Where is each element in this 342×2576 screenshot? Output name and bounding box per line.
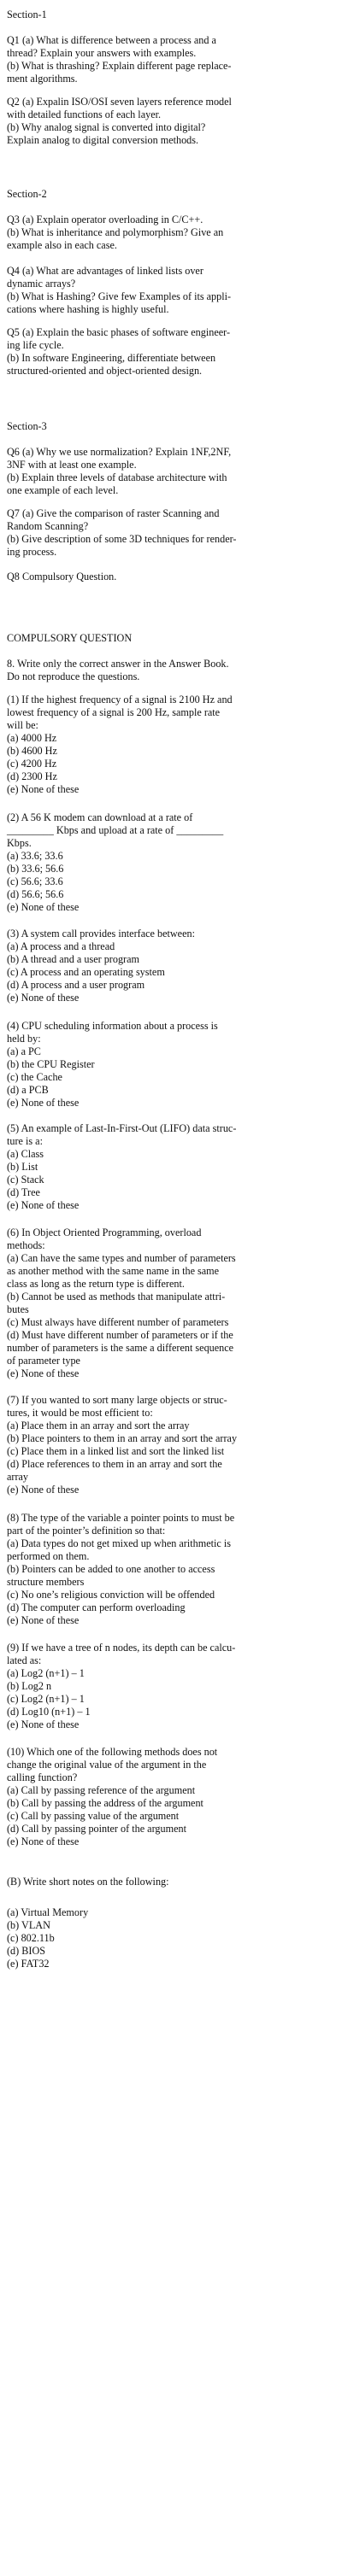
text-line: array xyxy=(7,1471,29,1483)
text-line: with detailed functions of each layer. xyxy=(7,108,162,120)
text-line: (e) FAT32 xyxy=(7,1958,50,1970)
text-line: ing process. xyxy=(7,546,57,558)
part-b-heading: (B) Write short notes on the following: xyxy=(7,1876,169,1888)
question-1 xyxy=(7,34,335,85)
text-line: (b) Place pointers to them in an array and sort the array xyxy=(7,1432,238,1444)
text-line: (c) No one’s religious conviction will be offended xyxy=(7,1589,215,1601)
text-line: part of the pointer’s definition so that: xyxy=(7,1525,166,1537)
mcq-5 xyxy=(7,1122,335,1212)
text-line: (8) The type of the variable a pointer points to must be xyxy=(7,1512,235,1524)
text-line: (4) CPU scheduling information about a process is xyxy=(7,1020,218,1032)
text-line: (b) 33.6; 56.6 xyxy=(7,863,64,875)
text-line: Q8 Compulsory Question. xyxy=(7,571,117,583)
text-line: (e) None of these xyxy=(7,1199,80,1211)
compulsory-heading: COMPULSORY QUESTION xyxy=(7,632,133,644)
text-line: thread? Explain your answers with examples. xyxy=(7,47,197,59)
mcq-1 xyxy=(7,694,335,796)
question-6 xyxy=(7,446,335,497)
text-line: (d) Tree xyxy=(7,1186,40,1198)
text-line: held by: xyxy=(7,1033,41,1045)
text-line: (c) A process and an operating system xyxy=(7,966,165,978)
text-line: (5) An example of Last-In-First-Out (LIFO) data struc- xyxy=(7,1122,237,1134)
text-line: Q2 (a) Expalin ISO/OSI seven layers reference model xyxy=(7,96,232,108)
text-line: (b) Give description of some 3D techniques for render- xyxy=(7,533,237,545)
question-8 xyxy=(7,571,335,583)
text-line: as another method with the same name in the same xyxy=(7,1265,220,1277)
text-line: (d) a PCB xyxy=(7,1084,49,1096)
text-line: (b) List xyxy=(7,1161,38,1173)
text-line: (d) A process and a user program xyxy=(7,979,145,991)
text-line: (d) The computer can perform overloading xyxy=(7,1601,186,1613)
text-line: (b) What is thrashing? Explain different page replace- xyxy=(7,60,232,72)
text-line: 8. Write only the correct answer in the Answer Book. xyxy=(7,658,229,670)
text-line: (e) None of these xyxy=(7,1718,80,1730)
text-line: (b) Cannot be used as methods that manipulate attri- xyxy=(7,1291,226,1303)
mcq-10 xyxy=(7,1746,335,1848)
text-line: (2) A 56 K modem can download at a rate of xyxy=(7,811,193,823)
text-line: (c) Must always have different number of parameters xyxy=(7,1316,229,1328)
text-line: (d) 56.6; 56.6 xyxy=(7,888,64,900)
text-line: (b) Explain three levels of database architecture with xyxy=(7,471,227,483)
text-line: ment algorithms. xyxy=(7,73,78,85)
text-line: (a) Data types do not get mixed up when arithmetic is xyxy=(7,1537,231,1549)
text-line: Explain analog to digital conversion methods. xyxy=(7,134,199,146)
text-line: (9) If we have a tree of n nodes, its depth can be calcu- xyxy=(7,1642,236,1654)
text-line: (6) In Object Oriented Programming, overload xyxy=(7,1227,202,1238)
text-line: cations where hashing is highly useful. xyxy=(7,303,169,315)
text-line: (b) What is Hashing? Give few Examples of its appli- xyxy=(7,290,232,302)
text-line: (e) None of these xyxy=(7,901,80,913)
text-line: (e) None of these xyxy=(7,1835,80,1847)
text-line: (c) Log2 (n+1) – 1 xyxy=(7,1693,85,1705)
text-line: structured-oriented and object-oriented design. xyxy=(7,365,203,377)
text-line: class as long as the return type is different. xyxy=(7,1278,185,1290)
short-notes-list xyxy=(7,1906,335,1970)
text-line: (a) 33.6; 33.6 xyxy=(7,850,63,862)
text-line: change the original value of the argument in the xyxy=(7,1759,207,1771)
question-4 xyxy=(7,265,335,316)
text-line: of parameter type xyxy=(7,1355,80,1367)
text-line: (b) A thread and a user program xyxy=(7,953,139,965)
text-line: (3) A system call provides interface between: xyxy=(7,928,195,940)
text-line: methods: xyxy=(7,1239,45,1251)
text-line: ing life cycle. xyxy=(7,339,64,351)
text-line: one example of each level. xyxy=(7,484,119,496)
text-line: (c) Call by passing value of the argument xyxy=(7,1810,180,1822)
text-line: (a) 4000 Hz xyxy=(7,732,57,744)
text-line: (d) 2300 Hz xyxy=(7,770,57,782)
text-line: (a) Can have the same types and number of parameters xyxy=(7,1252,236,1264)
text-line: (a) a PC xyxy=(7,1045,41,1057)
text-line: (e) None of these xyxy=(7,783,80,795)
section-3-heading: Section-3 xyxy=(7,420,47,432)
text-line: (c) Stack xyxy=(7,1174,44,1186)
text-line: (a) Call by passing reference of the argument xyxy=(7,1784,196,1796)
text-line: (e) None of these xyxy=(7,1614,80,1626)
text-line: (b) Log2 n xyxy=(7,1680,52,1692)
text-line: (b) the CPU Register xyxy=(7,1058,95,1070)
question-7 xyxy=(7,507,335,559)
text-line: dynamic arrays? xyxy=(7,278,76,290)
text-line: (e) None of these xyxy=(7,1484,80,1496)
mcq-8 xyxy=(7,1512,335,1627)
text-line: (d) Log10 (n+1) – 1 xyxy=(7,1706,91,1718)
text-line: calling function? xyxy=(7,1771,78,1783)
text-line: (c) 56.6; 33.6 xyxy=(7,875,63,887)
section-1-heading: Section-1 xyxy=(7,9,47,20)
text-line: (b) VLAN xyxy=(7,1919,50,1931)
text-line: structure members xyxy=(7,1576,85,1588)
question-5 xyxy=(7,326,335,378)
text-line: (d) Place references to them in an array and sort the xyxy=(7,1458,222,1470)
text-line: Q7 (a) Give the comparison of raster Scanning and xyxy=(7,507,220,519)
text-line: (a) Virtual Memory xyxy=(7,1906,89,1918)
text-line: butes xyxy=(7,1303,29,1315)
text-line: tures, it would be most efficient to: xyxy=(7,1407,153,1419)
text-line: (d) Call by passing pointer of the argument xyxy=(7,1823,186,1835)
text-line: (b) Call by passing the address of the argument xyxy=(7,1797,203,1809)
text-line: (d) Must have different number of parameters or if the xyxy=(7,1329,233,1341)
text-line: Q4 (a) What are advantages of linked lists over xyxy=(7,265,203,277)
text-line: Kbps. xyxy=(7,837,32,849)
text-line: (a) Class xyxy=(7,1148,44,1160)
question-3 xyxy=(7,214,335,252)
text-line: (c) Place them in a linked list and sort the linked list xyxy=(7,1445,225,1457)
section-2-heading: Section-2 xyxy=(7,188,47,200)
text-line: _________ Kbps and upload at a rate of _________ xyxy=(7,824,224,836)
text-line: (b) Pointers can be added to one another to access xyxy=(7,1563,215,1575)
text-line: lated as: xyxy=(7,1654,42,1666)
text-line: lowest frequency of a signal is 200 Hz, sample rate xyxy=(7,706,221,718)
text-line: Q6 (a) Why we use normalization? Explain 1NF,2NF, xyxy=(7,446,232,458)
mcq-3 xyxy=(7,928,335,1004)
text-line: (a) Place them in an array and sort the array xyxy=(7,1420,190,1431)
mcq-2 xyxy=(7,811,335,914)
text-line: number of parameters is the same a different sequence xyxy=(7,1342,234,1354)
text-line: Q3 (a) Explain operator overloading in C/C++. xyxy=(7,214,203,225)
text-line: (b) 4600 Hz xyxy=(7,745,57,757)
text-line: (e) None of these xyxy=(7,992,80,1004)
text-line: Random Scanning? xyxy=(7,520,89,532)
text-line: (e) None of these xyxy=(7,1367,80,1379)
text-line: will be: xyxy=(7,719,38,731)
text-line: ture is a: xyxy=(7,1135,43,1147)
text-line: (a) A process and a thread xyxy=(7,940,115,952)
text-line: (e) None of these xyxy=(7,1097,80,1109)
text-line: (a) Log2 (n+1) – 1 xyxy=(7,1667,85,1679)
mcq-6 xyxy=(7,1227,335,1380)
text-line: (c) 802.11b xyxy=(7,1932,55,1944)
text-line: (1) If the highest frequency of a signal is 2100 Hz and xyxy=(7,694,233,705)
text-line: (7) If you wanted to sort many large objects or struc- xyxy=(7,1394,227,1406)
text-line: (d) BIOS xyxy=(7,1945,46,1957)
mcq-9 xyxy=(7,1642,335,1731)
text-line: example also in each case. xyxy=(7,239,117,251)
text-line: (c) 4200 Hz xyxy=(7,758,57,770)
text-line: performed on them. xyxy=(7,1550,90,1562)
text-line: (c) the Cache xyxy=(7,1071,62,1083)
text-line: (b) Why analog signal is converted into digital? xyxy=(7,121,206,133)
text-line: (b) In software Engineering, differentiate between xyxy=(7,352,216,364)
text-line: (10) Which one of the following methods does not xyxy=(7,1746,218,1758)
text-line: 3NF with at least one example. xyxy=(7,459,137,471)
instructions xyxy=(7,658,335,683)
text-line: (b) What is inheritance and polymorphism? Give an xyxy=(7,226,224,238)
mcq-4 xyxy=(7,1020,335,1109)
text-line: Q5 (a) Explain the basic phases of software engineer- xyxy=(7,326,231,338)
text-line: Do not reproduce the questions. xyxy=(7,670,140,682)
mcq-7 xyxy=(7,1394,335,1496)
text-line: Q1 (a) What is difference between a process and a xyxy=(7,34,216,46)
question-2 xyxy=(7,96,335,147)
